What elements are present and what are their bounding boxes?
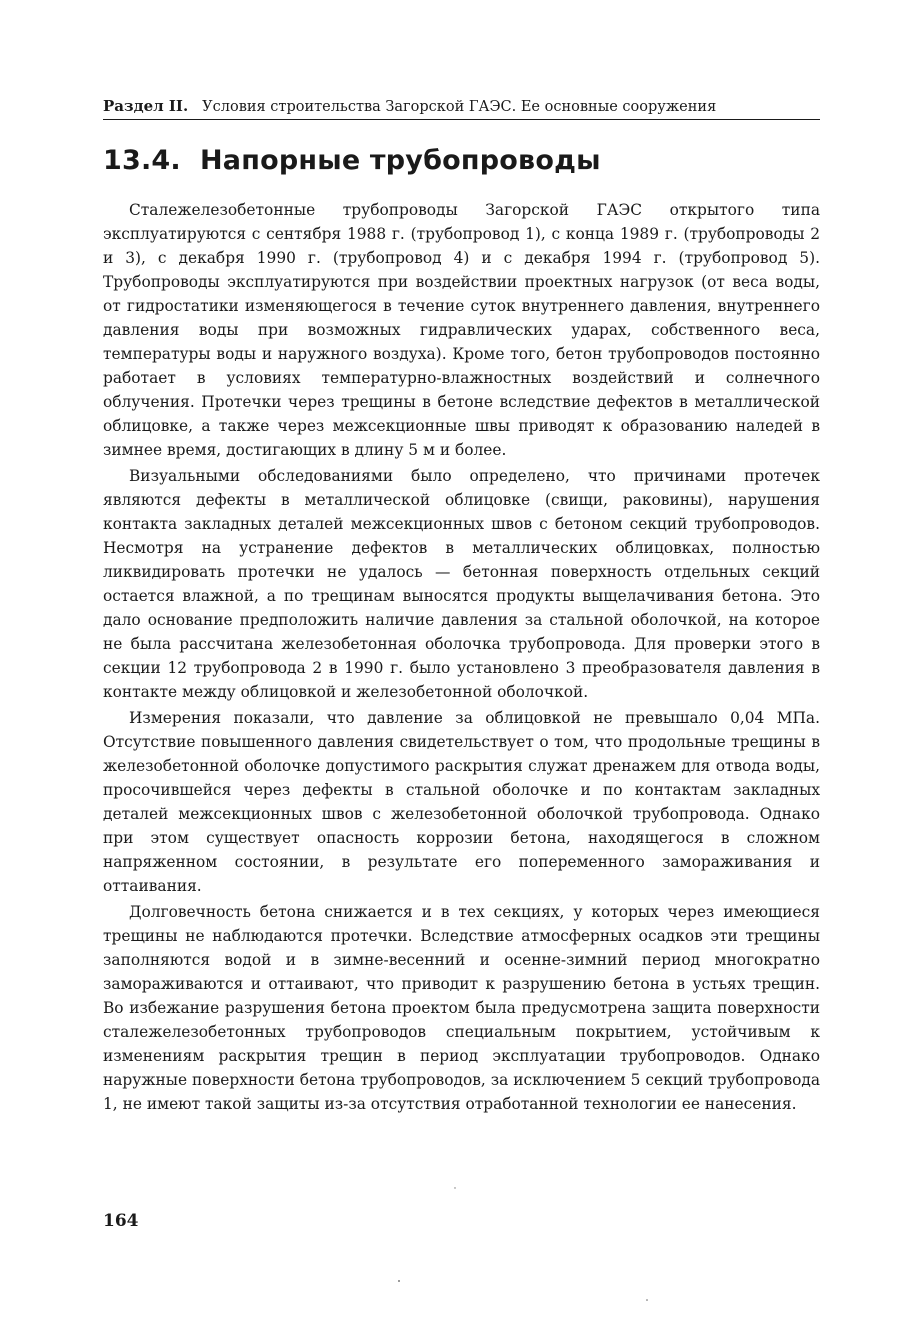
- paragraph-2: Визуальными обследованиями было определено, что причинами протечек являются дефекты в металлической облицовке (свищи, раковины), нарушения контакта закладных деталей межсекционных швов с бетоном секций трубопроводов. Несмотря на устранение дефектов в металлических облицовках, полностью ликвидировать протечки не удалось — бетонная поверхность отдельных секций остается влажной, а по трещинам выносятся продукты выщелачивания бетона. Это дало основание предположить наличие давления за стальной оболочкой, на которое не была рассчитана железобетонная оболочка трубопровода. Для проверки этого в секции 12 трубопровода 2 в 1990 г. было установлено 3 преобразователя давления в контакте между облицовкой и железобетонной оболочкой.: [103, 467, 820, 701]
- section-number: 13.4.: [103, 145, 181, 176]
- section-heading: [103, 144, 820, 178]
- chapter-title: Условия строительства Загорской ГАЭС. Ее основные сооружения: [202, 99, 717, 115]
- page: [103, 96, 820, 1118]
- running-header: [103, 96, 820, 120]
- section-title: Напорные трубопроводы: [200, 145, 601, 176]
- part-label: Раздел II.: [103, 97, 189, 115]
- paragraph-4: Долговечность бетона снижается и в тех секциях, у которых через имеющиеся трещины не наблюдаются протечки. Вследствие атмосферных осадков эти трещины заполняются водой и в зимне-весенний и осенне-зимний период многократно замораживаются и оттаивают, что приводит к разрушению бетона в устьях трещин. Во избежание разрушения бетона проектом была предусмотрена защита поверхности сталежелезобетонных трубопроводов специальным покрытием, устойчивым к изменениям раскрытия трещин в период эксплуатации трубопроводов. Однако наружные поверхности бетона трубопроводов, за исключением 5 секций трубопровода 1, не имеют такой защиты из-за отсутствия отработанной технологии ее нанесения.: [103, 903, 820, 1113]
- paragraph-1: Сталежелезобетонные трубопроводы Загорской ГАЭС открытого типа эксплуатируются с сентября 1988 г. (трубопровод 1), с конца 1989 г. (трубопроводы 2 и 3), с декабря 1990 г. (трубопровод 4) и с декабря 1994 г. (трубопровод 5). Трубопроводы эксплуатируются при воздействии проектных нагрузок (от веса воды, от гидростатики изменяющегося в течение суток внутреннего давления, внутреннего давления воды при возможных гидравлических ударах, собственного веса, температуры воды и наружного воздуха). Кроме того, бетон трубопроводов постоянно работает в условиях температурно-влажностных воздействий и солнечного облучения. Протечки через трещины в бетоне вследствие дефектов в металлической облицовке, а также через межсекционные швы приводят к образованию наледей в зимнее время, достигающих в длину 5 м и более.: [103, 201, 820, 459]
- paragraph-3: Измерения показали, что давление за облицовкой не превышало 0,04 МПа. Отсутствие повышенного давления свидетельствует о том, что продольные трещины в железобетонной оболочке допустимого раскрытия служат дренажем для отвода воды, просочившейся через дефекты в стальной оболочке и по контактам закладных деталей межсекционных швов с железобетонной оболочкой трубопровода. Однако при этом существует опасность коррозии бетона, находящегося в сложном напряженном состоянии, в результате его попеременного замораживания и оттаивания.: [103, 709, 820, 895]
- body-text: [103, 198, 820, 1116]
- page-number: 164: [103, 1211, 139, 1231]
